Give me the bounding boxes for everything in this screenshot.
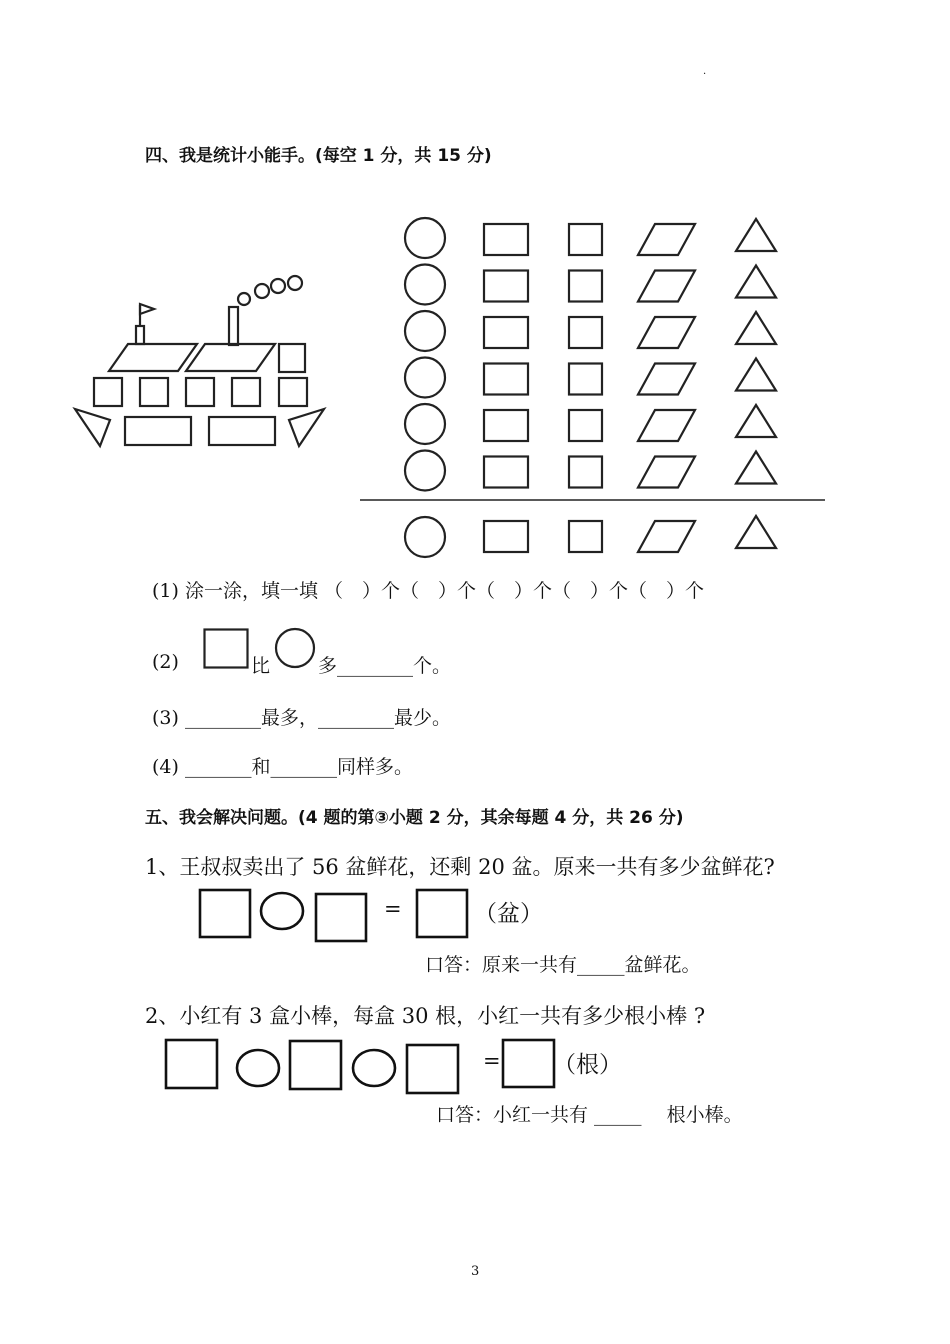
grid-triangle: [736, 359, 776, 391]
hull-rectangle: [209, 417, 275, 445]
ship-figure: [70, 268, 330, 448]
problem-2-equals: =: [483, 1049, 501, 1073]
answer-rectangle: [484, 521, 528, 552]
grid-circle: [405, 218, 445, 258]
grid-parallelogram: [638, 224, 695, 255]
grid-parallelogram: [638, 457, 695, 488]
middle-square: [279, 378, 307, 406]
grid-triangle: [736, 452, 776, 484]
problem-1-unit: （盆）: [474, 901, 543, 927]
smoke-circle: [288, 276, 302, 290]
grid-parallelogram: [638, 317, 695, 348]
grid-square: [569, 457, 602, 488]
grid-square: [569, 364, 602, 395]
grid-square: [569, 410, 602, 441]
grid-circle: [405, 451, 445, 491]
answer-triangle: [736, 516, 776, 548]
flag: [140, 304, 154, 314]
chimney: [229, 307, 238, 345]
middle-square: [186, 378, 214, 406]
grid-rectangle: [484, 410, 528, 441]
answer-box: [316, 894, 366, 941]
problem-1-text: 1、王叔叔卖出了 56 盆鲜花，还剩 20 盆。原来一共有多少盆鲜花?: [145, 855, 775, 879]
question-4-1: (1) 涂一涂，填一填 （ ）个（ ）个（ ）个（ ）个（ ）个: [152, 580, 704, 602]
operator-circle: [261, 893, 303, 929]
flag-mast-rect: [136, 326, 144, 344]
grid-rectangle: [484, 224, 528, 255]
operator-circle: [353, 1050, 395, 1086]
problem-2-answer: 口答：小红一共有 _____ 根小棒。: [436, 1104, 743, 1126]
grid-circle: [405, 404, 445, 444]
answer-box: [417, 890, 467, 937]
section-4-heading: 四、我是统计小能手。(每空 1 分，共 15 分): [145, 146, 492, 166]
answer-box: [407, 1045, 458, 1093]
grid-square: [569, 224, 602, 255]
grid-rectangle: [484, 317, 528, 348]
answer-circle: [405, 517, 445, 557]
section-5-heading: 五、我会解决问题。(4 题的第③小题 2 分，其余每题 4 分，共 26 分): [145, 808, 684, 828]
middle-square: [94, 378, 122, 406]
question-4-2-prefix: (2): [152, 651, 179, 673]
question-4-3: (3) ________最多，________最少。: [152, 707, 451, 729]
question-4-4: (4) _______和_______同样多。: [152, 756, 413, 778]
smoke-circle: [255, 284, 269, 298]
grid-rectangle: [484, 364, 528, 395]
question-4-2-compare: 比: [251, 655, 271, 677]
shape-statistics-grid: [350, 210, 830, 560]
top-square: [279, 344, 305, 372]
problem-1-equals: =: [384, 897, 402, 921]
grid-parallelogram: [638, 364, 695, 395]
grid-circle: [405, 358, 445, 398]
smoke-circle: [238, 293, 250, 305]
operator-circle: [237, 1050, 279, 1086]
grid-triangle: [736, 312, 776, 344]
problem-1-answer: 口答：原来一共有_____盆鲜花。: [425, 954, 701, 976]
problem-1-equation: [195, 885, 485, 945]
grid-parallelogram: [638, 271, 695, 302]
middle-square: [232, 378, 260, 406]
answer-box: [166, 1040, 217, 1088]
problem-2-unit: （根）: [553, 1052, 622, 1078]
answer-parallelogram: [638, 521, 695, 552]
answer-box: [200, 890, 250, 937]
grid-rectangle: [484, 271, 528, 302]
grid-circle: [405, 265, 445, 305]
answer-square: [569, 521, 602, 552]
grid-square: [569, 271, 602, 302]
grid-triangle: [736, 266, 776, 298]
answer-box: [290, 1041, 341, 1089]
grid-rectangle: [484, 457, 528, 488]
grid-triangle: [736, 219, 776, 251]
problem-2-equation: [160, 1035, 570, 1095]
question-4-2-suffix: 多________个。: [318, 655, 452, 677]
grid-triangle: [736, 405, 776, 437]
top-parallelogram: [186, 344, 275, 371]
problem-2-text: 2、小红有 3 盒小棒，每盒 30 根，小红一共有多少根小棒 ?: [145, 1004, 706, 1028]
top-parallelogram: [109, 344, 197, 371]
hull-rectangle: [125, 417, 191, 445]
circle-icon: [273, 628, 317, 672]
middle-square: [140, 378, 168, 406]
smoke-circle: [271, 279, 285, 293]
square-icon: [203, 628, 249, 670]
hull-triangle: [289, 409, 324, 446]
corner-mark: .: [703, 66, 707, 77]
grid-circle: [405, 311, 445, 351]
answer-box: [503, 1040, 554, 1087]
grid-parallelogram: [638, 410, 695, 441]
page-number: 3: [471, 1264, 480, 1279]
hull-triangle: [75, 409, 110, 446]
grid-square: [569, 317, 602, 348]
